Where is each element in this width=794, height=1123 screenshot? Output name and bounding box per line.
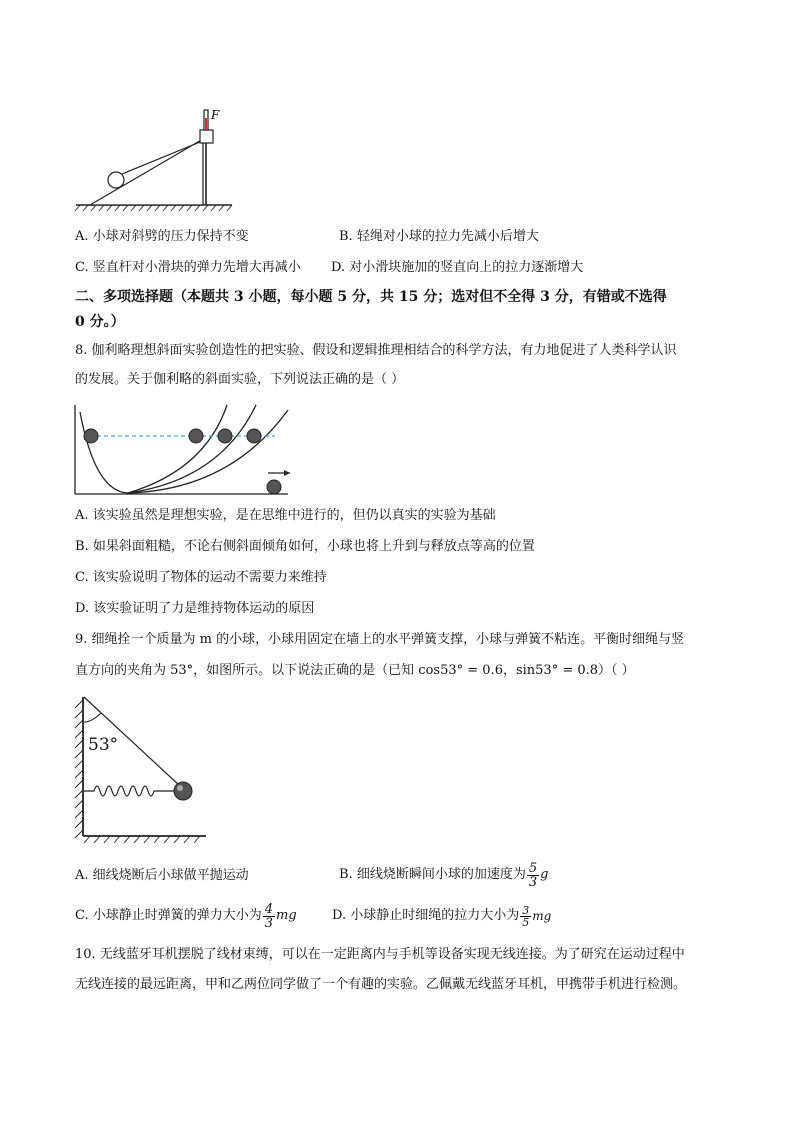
q9-option-d-text: D. 小球静止时细绳的拉力大小为 [332,908,520,923]
q8-option-c: C. 该实验说明了物体的运动不需要力来维持 [75,570,327,585]
q7-option-b: B. 轻绳对小球的拉力先减小后增大 [339,229,539,244]
section-heading: 二、多项选择题（本题共 3 小题，每小题 5 分，共 15 分；选对但不全得 3 分，有错或不选得 [75,289,667,305]
q10-stem-cont: 无线连接的最远距离，甲和乙两位同学做了一个有趣的实验。乙佩戴无线蓝牙耳机，甲携带手机进行检测。 [75,977,687,992]
q9-stem-cont: 直方向的夹角为 53°，如图所示。以下说法正确的是（已知 cos53° = 0.6，sin53° = 0.8）（ ） [75,663,635,678]
q9-option-c [75,898,297,934]
denominator: 5 [522,915,530,929]
q9-option-a: A. 细线烧断后小球做平抛运动 [75,868,249,883]
numerator: 5 [528,860,538,876]
q8-option-b: B. 如果斜面粗糙，不论右侧斜面倾角如何，小球也将上升到与释放点等高的位置 [75,539,535,554]
force-label: F [211,108,220,122]
fraction [263,903,275,930]
q9-option-b [339,857,548,893]
q8-option-d: D. 该实验证明了力是维持物体运动的原因 [75,601,315,616]
denominator: 3 [528,874,538,890]
q8-option-a: A. 该实验虽然是理想实验，是在思维中进行的，但仍以真实的实验为基础 [75,508,496,523]
q10-stem: 10. 无线蓝牙耳机摆脱了线材束缚，可以在一定距离内与手机等设备实现无线连接。为了研究在运动过程中 [75,947,685,962]
q8-stem: 8. 伽利略理想斜面实验创造性的把实验、假设和逻辑推理相结合的科学方法，有力地促进了人类科学认识 [75,343,677,358]
q7-option-c: C. 竖直杆对小滑块的弹力先增大再减小 [75,260,301,275]
numerator: 3 [522,903,530,917]
q9-option-b-text: B. 细线烧断瞬间小球的加速度为 [339,867,526,882]
q9-stem: 9. 细绳拴一个质量为 m 的小球，小球用固定在墙上的水平弹簧支撑，小球与弹簧不粘连。平衡时细绳与竖 [75,632,685,647]
unit: mg [276,908,297,923]
section-heading-cont: 0 分。） [75,314,125,330]
numerator: 4 [264,901,274,917]
denominator: 3 [264,915,274,931]
q9-option-c-text: C. 小球静止时弹簧的弹力大小为 [75,908,262,923]
unit: mg [532,909,552,923]
fraction [527,862,539,889]
fraction [520,905,531,928]
q7-option-a: A. 小球对斜劈的压力保持不变 [75,229,249,244]
angle-label: 53° [88,735,119,755]
q8-stem-cont: 的发展。关于伽利略的斜面实验，下列说法正确的是（ ） [75,372,405,387]
q7-option-d: D. 对小滑块施加的竖直向上的拉力逐渐增大 [331,260,584,275]
q9-option-d [332,898,551,934]
unit: g [540,867,549,882]
